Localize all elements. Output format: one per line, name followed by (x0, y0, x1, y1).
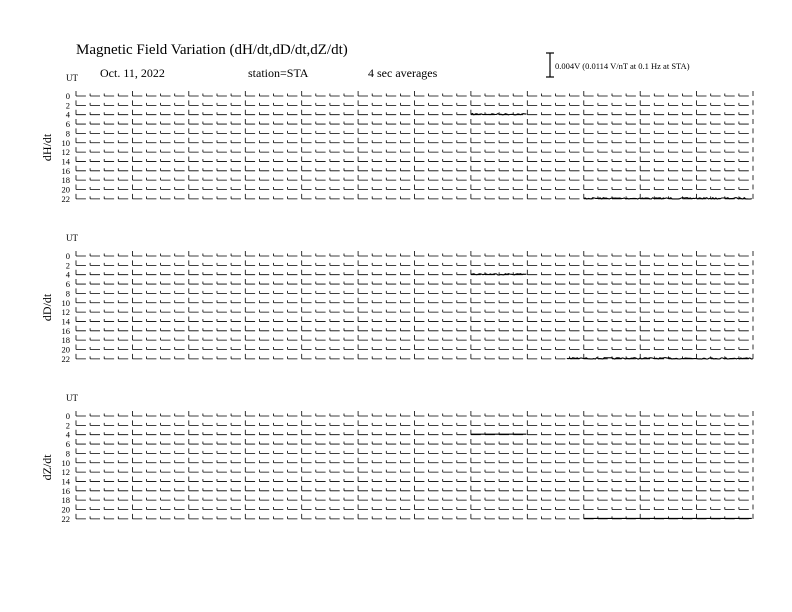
row-label: 12 (61, 467, 70, 478)
averaging-label: 4 sec averages (368, 66, 438, 80)
row-baseline (76, 420, 753, 425)
row-baseline (76, 298, 753, 303)
panel-ylabel: dH/dt (40, 133, 54, 162)
row-label: 0 (65, 411, 70, 421)
row-label: 20 (61, 184, 70, 195)
row-baseline (76, 260, 753, 265)
row-label: 10 (61, 137, 70, 148)
row-baseline (76, 411, 753, 416)
row-label: 8 (65, 288, 70, 299)
row-label: 4 (65, 429, 70, 440)
row-baseline (76, 128, 753, 133)
row-label: 16 (61, 165, 70, 176)
row-baseline (76, 147, 753, 152)
ut-label: UT (66, 393, 78, 403)
row-baseline (76, 307, 753, 312)
row-label: 4 (65, 269, 70, 280)
row-label: 14 (61, 476, 70, 487)
row-baseline (76, 495, 753, 500)
row-label: 2 (65, 100, 70, 111)
row-baseline (76, 91, 753, 96)
row-baseline (76, 505, 753, 510)
row-baseline (76, 326, 753, 331)
row-baseline (76, 458, 753, 463)
ut-label: UT (66, 73, 78, 83)
row-label: 0 (65, 91, 70, 101)
row-label: 14 (61, 156, 70, 167)
row-label: 20 (61, 344, 70, 355)
row-baseline (76, 119, 753, 124)
row-baseline (76, 430, 753, 435)
row-label: 6 (65, 119, 70, 130)
trace-segment (584, 198, 752, 199)
panel-dd-dt (40, 233, 753, 364)
row-baseline (76, 279, 753, 284)
row-label: 6 (65, 439, 70, 450)
row-label: 18 (61, 495, 70, 506)
row-label: 14 (61, 316, 70, 327)
chart-title: Magnetic Field Variation (dH/dt,dD/dt,dZ/dt) (76, 42, 348, 58)
row-baseline (76, 476, 753, 481)
station-label: station=STA (248, 66, 309, 80)
row-baseline (76, 270, 753, 275)
row-label: 22 (61, 353, 70, 364)
row-baseline (76, 110, 753, 115)
row-baseline (76, 288, 753, 293)
row-label: 2 (65, 420, 70, 431)
row-label: 8 (65, 448, 70, 459)
row-baseline (76, 448, 753, 453)
row-label: 10 (61, 297, 70, 308)
row-label: 12 (61, 307, 70, 318)
row-baseline (76, 138, 753, 143)
date-label: Oct. 11, 2022 (100, 66, 165, 80)
row-label: 2 (65, 260, 70, 271)
row-baseline (76, 185, 753, 190)
row-baseline (76, 156, 753, 161)
row-label: 22 (61, 193, 70, 204)
panel-dz-dt (40, 393, 753, 524)
row-baseline (76, 439, 753, 444)
row-label: 20 (61, 504, 70, 515)
row-baseline (76, 467, 753, 472)
panel-ylabel: dD/dt (40, 293, 54, 322)
row-label: 18 (61, 335, 70, 346)
panel-dh-dt (40, 73, 753, 204)
row-baseline (76, 166, 753, 171)
scale-note: 0.004V (0.0114 V/nT at 0.1 Hz at STA) (555, 61, 690, 71)
row-baseline (76, 251, 753, 256)
row-baseline (76, 100, 753, 105)
row-baseline (76, 316, 753, 321)
row-label: 22 (61, 513, 70, 524)
row-label: 6 (65, 279, 70, 290)
row-baseline (76, 194, 753, 199)
row-label: 8 (65, 128, 70, 139)
row-baseline (76, 175, 753, 180)
row-label: 18 (61, 175, 70, 186)
row-baseline (76, 486, 753, 491)
panels-group (40, 73, 753, 524)
row-label: 10 (61, 457, 70, 468)
row-label: 16 (61, 325, 70, 336)
row-label: 4 (65, 109, 70, 120)
row-label: 0 (65, 251, 70, 261)
scale-bar (546, 53, 554, 77)
ut-label: UT (66, 233, 78, 243)
row-label: 12 (61, 147, 70, 158)
panel-ylabel: dZ/dt (40, 454, 54, 481)
row-baseline (76, 345, 753, 350)
row-baseline (76, 335, 753, 340)
row-label: 16 (61, 485, 70, 496)
